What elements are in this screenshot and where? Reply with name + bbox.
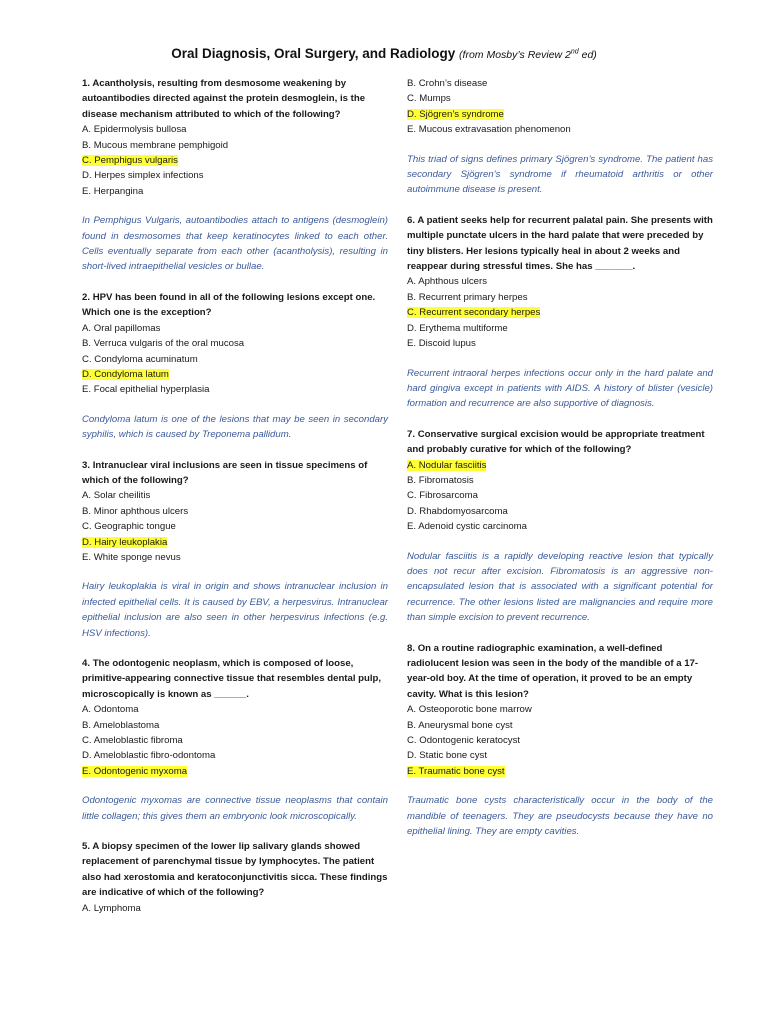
- option-c-answer: C. Pemphigus vulgaris: [82, 155, 178, 167]
- option-e: E. White sponge nevus: [82, 551, 181, 563]
- explanation: Nodular fasciitis is a rapidly developing reactive lesion that typically does not recur after excision. Fibromatosis is an aggressive non-encapsulated lesion that is associated with a significant potential for recurrence. The other lesions listed are malignancies and require more than simple excision to prevent recurrence.: [407, 550, 713, 624]
- option-d-answer: D. Condyloma latum: [82, 368, 169, 380]
- option-b: B. Fibromatosis: [407, 474, 474, 486]
- option-c-answer: C. Recurrent secondary herpes: [407, 307, 541, 319]
- option-a: A. Odontoma: [82, 704, 139, 716]
- explanation: In Pemphigus Vulgaris, autoantibodies attach to antigens (desmoglein) found in desmosomes that keep keratinocytes linked to each other. Cells eventually separate from each other (acantholysis), resulting in short-lived intraepithelial vesicles or bullae.: [82, 215, 388, 273]
- question-2: [82, 290, 388, 443]
- option-d-answer: D. Hairy leukoplakia: [82, 536, 168, 548]
- question-text: 3. Intranuclear viral inclusions are seen in tissue specimens of which of the following?: [82, 459, 368, 486]
- title-source: (from Mosby’s Review 2nd ed): [459, 48, 597, 61]
- option-a: A. Solar cheilitis: [82, 490, 151, 502]
- option-d: D. Herpes simplex infections: [82, 170, 204, 182]
- option-a: A. Osteoporotic bone marrow: [407, 704, 532, 716]
- option-c: C. Odontogenic keratocyst: [407, 735, 521, 747]
- option-d: D. Static bone cyst: [407, 750, 487, 762]
- title-main: Oral Diagnosis, Oral Surgery, and Radiology: [171, 46, 456, 61]
- question-text: 2. HPV has been found in all of the following lesions except one. Which one is the exception?: [82, 291, 376, 319]
- option-b: B. Recurrent primary herpes: [407, 291, 528, 303]
- question-text: 4. The odontogenic neoplasm, which is composed of loose, primitive-appearing connective tissue that resembles dental pulp, microscopically is known as ______.: [82, 658, 382, 700]
- explanation: Hairy leukoplakia is viral in origin and shows intranuclear inclusion in infected epithelial cells. It is caused by EBV, a herpesvirus. Intranuclear epithelial inclusion are also seen in other herpesvirus infections (e.g. HSV infections).: [82, 581, 388, 639]
- explanation: This triad of signs defines primary Sjögren’s syndrome. The patient has secondary Sjögren’s syndrome if rheumatoid arthritis or other autoimmune disease is present.: [407, 153, 713, 196]
- option-c: C. Condyloma acuminatum: [82, 353, 198, 365]
- option-d: D. Erythema multiforme: [407, 322, 508, 334]
- option-e: E. Discoid lupus: [407, 338, 476, 350]
- explanation: Condyloma latum is one of the lesions that may be seen in secondary syphilis, which is caused by Treponema pallidum.: [82, 413, 388, 441]
- question-6: [407, 213, 713, 412]
- question-5: [82, 839, 388, 916]
- question-8: [407, 641, 713, 840]
- explanation: Odontogenic myxomas are connective tissue neoplasms that contain little collagen; this gives them an embryonic look microscopically.: [82, 795, 388, 822]
- right-column: [407, 76, 713, 854]
- option-d: D. Rhabdomyosarcoma: [407, 505, 508, 517]
- option-d: D. Ameloblastic fibro-odontoma: [82, 750, 216, 762]
- option-b: B. Verruca vulgaris of the oral mucosa: [82, 338, 245, 350]
- option-c: C. Mumps: [407, 93, 451, 105]
- option-a: A. Lymphoma: [82, 902, 141, 914]
- option-e-answer: E. Odontogenic myxoma: [82, 765, 188, 777]
- option-c: C. Fibrosarcoma: [407, 490, 478, 502]
- question-text: 1. Acantholysis, resulting from desmosome weakening by autoantibodies directed against the protein desmoglein, is the disease mechanism attributed to which of the following?: [82, 78, 366, 120]
- option-e-answer: E. Traumatic bone cyst: [407, 765, 505, 777]
- option-e: E. Focal epithelial hyperplasia: [82, 384, 210, 396]
- option-a: A. Oral papillomas: [82, 322, 161, 334]
- left-column: [82, 76, 388, 916]
- option-b: B. Crohn’s disease: [407, 78, 488, 89]
- explanation: Recurrent intraoral herpes infections occur only in the hard palate and hard gingiva except in patients with AIDS. A history of blister (vesicle) formation and recurrence are also supportive of diagnosis.: [407, 367, 713, 410]
- option-a-answer: A. Nodular fasciitis: [407, 459, 487, 471]
- question-4: [82, 656, 388, 824]
- page-title: [0, 46, 768, 61]
- question-text: 6. A patient seeks help for recurrent palatal pain. She presents with multiple punctate ulcers in the hard palate that were preceded by tiny blisters. Her lesions typically heal in about 2 weeks and reappear during stressful times. She has _______.: [407, 214, 713, 273]
- option-e: E. Mucous extravasation phenomenon: [407, 124, 571, 136]
- option-a: A. Aphthous ulcers: [407, 276, 487, 288]
- question-1: [82, 76, 388, 275]
- question-text: 7. Conservative surgical excision would be appropriate treatment and probably curative for which of the following?: [407, 428, 705, 456]
- question-7: [407, 427, 713, 626]
- option-c: C. Geographic tongue: [82, 521, 176, 533]
- option-b: B. Minor aphthous ulcers: [82, 505, 189, 517]
- option-b: B. Ameloblastoma: [82, 719, 160, 731]
- question-3: [82, 458, 388, 641]
- explanation: Traumatic bone cysts characteristically occur in the body of the mandible of teenagers. They are pseudocysts because they have no epithelial lining. They are empty cavities.: [407, 795, 713, 838]
- option-c: C. Ameloblastic fibroma: [82, 735, 183, 747]
- question-5-continued: [407, 76, 713, 198]
- question-text: 5. A biopsy specimen of the lower lip salivary glands showed replacement of parenchymal tissue by lymphocytes. The patient also had xerostomia and keratoconjunctivitis sicca. These findings are indicative of which of the following?: [82, 841, 388, 899]
- option-e: E. Adenoid cystic carcinoma: [407, 521, 527, 533]
- option-b: B. Aneurysmal bone cyst: [407, 719, 513, 731]
- option-e: E. Herpangina: [82, 185, 144, 197]
- option-a: A. Epidermolysis bullosa: [82, 124, 187, 136]
- option-b: B. Mucous membrane pemphigoid: [82, 139, 229, 151]
- option-d-answer: D. Sjögren’s syndrome: [407, 108, 504, 120]
- question-text: 8. On a routine radiographic examination, a well-defined radiolucent lesion was seen in the body of the mandible of a 17-year-old boy. At the time of operation, it proved to be an empty cavity. What is this lesion?: [407, 642, 699, 700]
